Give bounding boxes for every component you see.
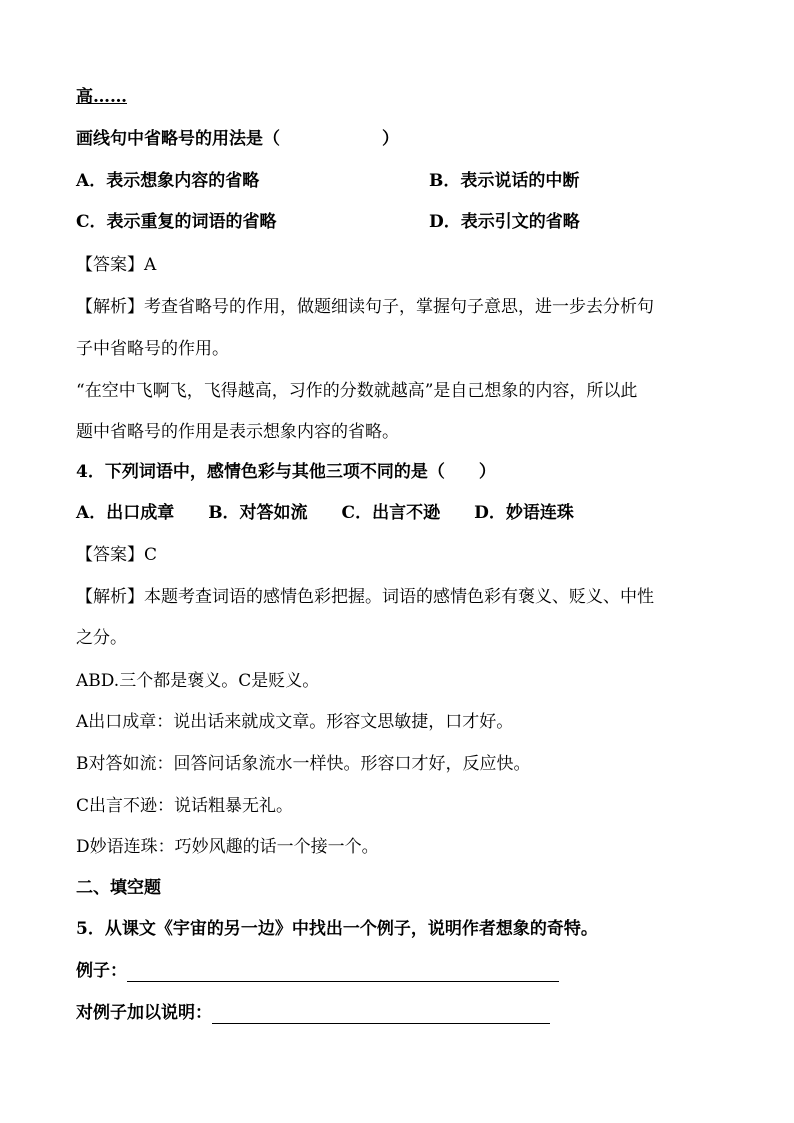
q4-analysis-line-6: C出言不逊：说话粗暴无礼。 [76, 796, 294, 816]
q3-option-a: A．表示想象内容的省略 [76, 171, 260, 191]
q3-analysis-line-2: 子中省略号的作用。 [76, 339, 229, 359]
q3-answer: 【答案】A [76, 255, 157, 275]
q5-explain-label: 对例子加以说明： [76, 1003, 212, 1023]
q3-question: 画线句中省略号的用法是（ ） [76, 129, 399, 149]
q5-example-label: 例子： [76, 961, 127, 981]
q3-options-row-2 [76, 211, 716, 233]
q3-analysis-line-1: 【解析】考查省略号的作用，做题细读句子，掌握句子意思，进一步去分析句 [76, 297, 654, 317]
q4-analysis-line-2: 之分。 [76, 628, 127, 648]
q5-question: 5．从课文《宇宙的另一边》中找出一个例子，说明作者想象的奇特。 [76, 919, 598, 939]
q3-option-b: B．表示说话的中断 [429, 171, 580, 191]
q3-option-d: D．表示引文的省略 [429, 212, 580, 232]
q4-analysis-line-4: A出口成章：说出话来就成文章。形容文思敏捷，口才好。 [76, 712, 514, 732]
q3-option-c: C．表示重复的词语的省略 [76, 212, 277, 232]
q5-explain-row [76, 1002, 550, 1024]
q4-answer: 【答案】C [76, 545, 158, 565]
q4-analysis-line-3: ABD.三个都是褒义。C是贬义。 [76, 671, 320, 691]
q5-example-answer-blank[interactable] [127, 963, 559, 982]
q3-analysis-line-4: 题中省略号的作用是表示想象内容的省略。 [76, 422, 399, 442]
section-heading-fill-in: 二、填空题 [76, 878, 161, 898]
q5-example-row [76, 960, 559, 982]
q5-explain-answer-blank[interactable] [212, 1005, 550, 1024]
quote-end: 高…… [76, 87, 127, 107]
q4-question: 4．下列词语中，感情色彩与其他三项不同的是（ ） [76, 462, 496, 482]
q4-options: A．出口成章 B．对答如流 C．出言不逊 D．妙语连珠 [76, 503, 574, 523]
q4-analysis-line-7: D妙语连珠：巧妙风趣的话一个接一个。 [76, 837, 379, 857]
q4-analysis-line-1: 【解析】本题考查词语的感情色彩把握。词语的感情色彩有褒义、贬义、中性 [76, 587, 654, 607]
q3-analysis-line-3: “在空中飞啊飞，飞得越高，习作的分数就越高”是自己想象的内容，所以此 [76, 381, 638, 401]
q3-options-row-1 [76, 170, 716, 192]
q4-analysis-line-5: B对答如流：回答问话象流水一样快。形容口才好，反应快。 [76, 754, 531, 774]
